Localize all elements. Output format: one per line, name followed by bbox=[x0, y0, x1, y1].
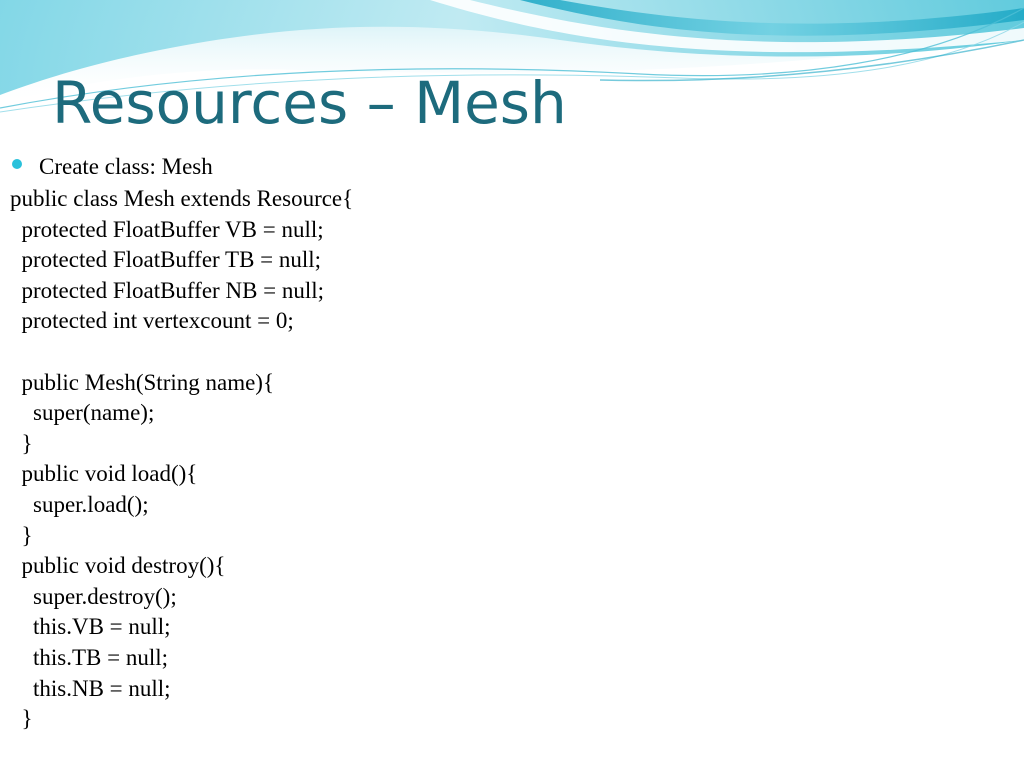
code-line bbox=[10, 337, 353, 368]
code-line: protected FloatBuffer TB = null; bbox=[10, 247, 322, 273]
bullet-dot-icon bbox=[12, 159, 22, 169]
code-block bbox=[10, 184, 353, 735]
code-line: super.destroy(); bbox=[10, 583, 177, 609]
code-line: super(name); bbox=[10, 400, 155, 426]
slide-title: Resources – Mesh bbox=[52, 69, 567, 137]
bullet-item bbox=[10, 152, 213, 182]
code-line: } bbox=[10, 522, 33, 548]
code-line: public class Mesh extends Resource{ bbox=[10, 186, 354, 211]
code-line: public void destroy(){ bbox=[10, 553, 226, 579]
code-line: public void load(){ bbox=[10, 461, 198, 487]
code-line: super.load(); bbox=[10, 491, 149, 517]
code-line: protected FloatBuffer NB = null; bbox=[10, 277, 325, 303]
code-line: public Mesh(String name){ bbox=[10, 369, 274, 395]
code-line: protected int vertexcount = 0; bbox=[10, 308, 294, 334]
code-line: this.VB = null; bbox=[10, 614, 171, 640]
code-line: protected FloatBuffer VB = null; bbox=[10, 216, 324, 242]
code-line: this.NB = null; bbox=[10, 675, 171, 701]
code-line: } bbox=[10, 706, 33, 732]
code-line: this.TB = null; bbox=[10, 644, 169, 670]
bullet-text: Create class: Mesh bbox=[39, 154, 213, 179]
code-line: } bbox=[10, 430, 33, 456]
